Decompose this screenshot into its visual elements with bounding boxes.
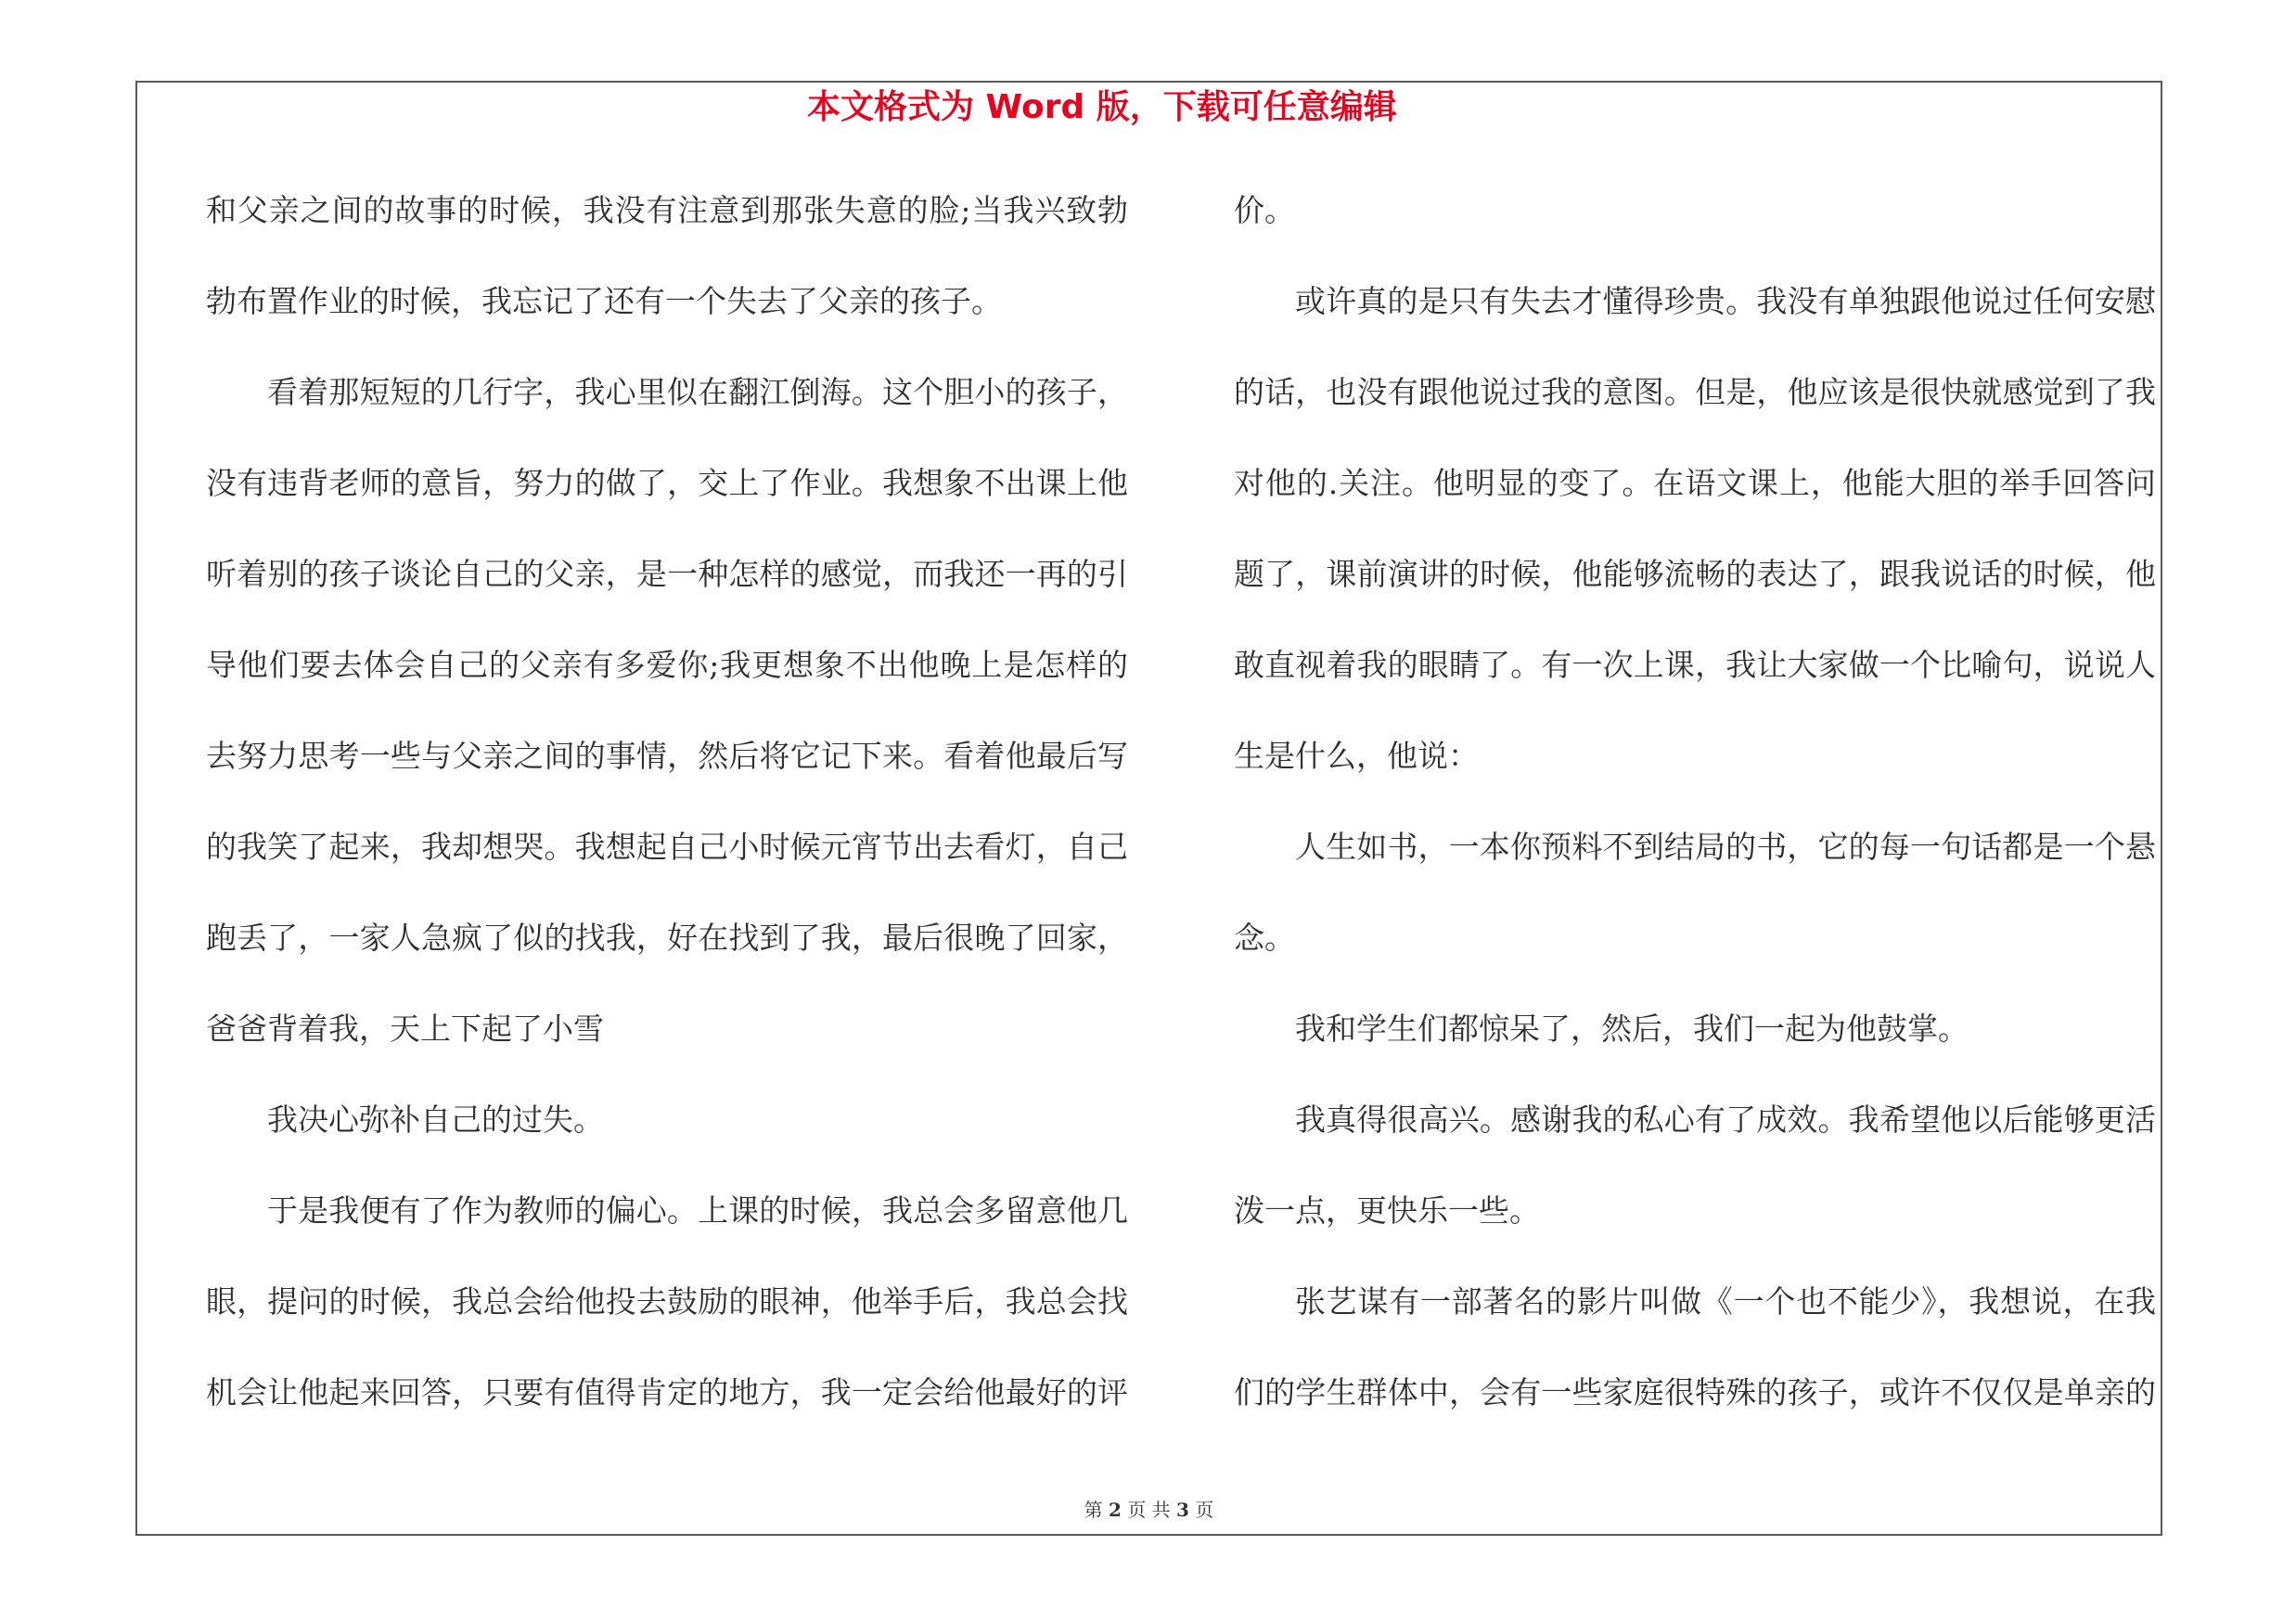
text-line: 的我笑了起来，我却想哭。我想起自己小时候元宵节出去看灯，自己 bbox=[206, 829, 1128, 865]
paragraph bbox=[206, 1166, 1128, 1438]
text-line: 生是什么，他说： bbox=[1234, 738, 1479, 774]
text-line: 们的学生群体中，会有一些家庭很特殊的孩子，或许不仅仅是单亲的 bbox=[1234, 1374, 2156, 1410]
text-line: 勃布置作业的时候，我忘记了还有一个失去了父亲的孩子。 bbox=[206, 283, 1002, 319]
paragraph bbox=[1234, 165, 2156, 256]
text-line: 念。 bbox=[1234, 920, 1295, 956]
page-footer bbox=[135, 1498, 2162, 1522]
paragraph bbox=[206, 165, 1128, 347]
page-suffix-label: 页 bbox=[1127, 1499, 1147, 1521]
text-line: 和父亲之间的故事的时候，我没有注意到那张失意的脸;当我兴致勃 bbox=[206, 192, 1128, 228]
text-line: 去努力思考一些与父亲之间的事情，然后将它记下来。看着他最后写 bbox=[206, 738, 1128, 774]
text-line: 看着那短短的几行字，我心里似在翻江倒海。这个胆小的孩子， bbox=[267, 374, 1128, 410]
text-line: 机会让他起来回答，只要有值得肯定的地方，我一定会给他最好的评 bbox=[206, 1374, 1128, 1410]
text-line: 对他的.关注。他明显的变了。在语文课上，他能大胆的举手回答问 bbox=[1234, 465, 2156, 501]
text-line: 跑丢了，一家人急疯了似的找我，好在找到了我，最后很晚了回家， bbox=[206, 920, 1128, 956]
text-line: 于是我便有了作为教师的偏心。上课的时候，我总会多留意他几 bbox=[267, 1192, 1128, 1229]
left-column bbox=[206, 165, 1128, 1438]
text-line: 的话，也没有跟他说过我的意图。但是，他应该是很快就感觉到了我 bbox=[1234, 374, 2156, 410]
text-line: 泼一点，更快乐一些。 bbox=[1234, 1192, 1540, 1229]
text-line: 价。 bbox=[1234, 192, 1295, 228]
paragraph bbox=[206, 347, 1128, 1075]
total-pages-number: 3 bbox=[1176, 1499, 1189, 1521]
text-line: 没有违背老师的意旨，努力的做了，交上了作业。我想象不出课上他 bbox=[206, 465, 1128, 501]
text-line: 人生如书，一本你预料不到结局的书，它的每一句话都是一个悬 bbox=[1295, 829, 2156, 865]
paragraph bbox=[1234, 1075, 2156, 1256]
text-line: 听着别的孩子谈论自己的父亲，是一种怎样的感觉，而我还一再的引 bbox=[206, 556, 1128, 592]
text-line: 我和学生们都惊呆了，然后，我们一起为他鼓掌。 bbox=[1295, 1011, 1969, 1047]
paragraph bbox=[206, 1075, 1128, 1166]
paragraph bbox=[1234, 802, 2156, 984]
paragraph bbox=[1234, 256, 2156, 802]
total-suffix-label: 页 bbox=[1195, 1499, 1214, 1521]
text-line: 张艺谋有一部著名的影片叫做《一个也不能少》，我想说，在我 bbox=[1295, 1283, 2156, 1320]
text-line: 我决心弥补自己的过失。 bbox=[267, 1101, 604, 1138]
paragraph bbox=[1234, 1256, 2156, 1438]
format-notice: 本文格式为 Word 版，下载可任意编辑 bbox=[807, 88, 1397, 126]
text-line: 题了，课前演讲的时候，他能够流畅的表达了，跟我说话的时候，他 bbox=[1234, 556, 2156, 592]
page-prefix-label: 第 bbox=[1084, 1499, 1103, 1521]
text-line: 导他们要去体会自己的父亲有多爱你;我更想象不出他晚上是怎样的 bbox=[206, 647, 1128, 683]
text-line: 爸爸背着我，天上下起了小雪 bbox=[206, 1011, 604, 1047]
text-line: 眼，提问的时候，我总会给他投去鼓励的眼神，他举手后，我总会找 bbox=[206, 1283, 1128, 1320]
total-prefix-label: 共 bbox=[1151, 1499, 1171, 1521]
paragraph bbox=[1234, 984, 2156, 1075]
text-line: 我真得很高兴。感谢我的私心有了成效。我希望他以后能够更活 bbox=[1295, 1101, 2156, 1138]
text-line: 或许真的是只有失去才懂得珍贵。我没有单独跟他说过任何安慰 bbox=[1295, 283, 2156, 319]
current-page-number: 2 bbox=[1109, 1499, 1122, 1521]
text-line: 敢直视着我的眼睛了。有一次上课，我让大家做一个比喻句，说说人 bbox=[1234, 647, 2156, 683]
right-column bbox=[1234, 165, 2156, 1438]
